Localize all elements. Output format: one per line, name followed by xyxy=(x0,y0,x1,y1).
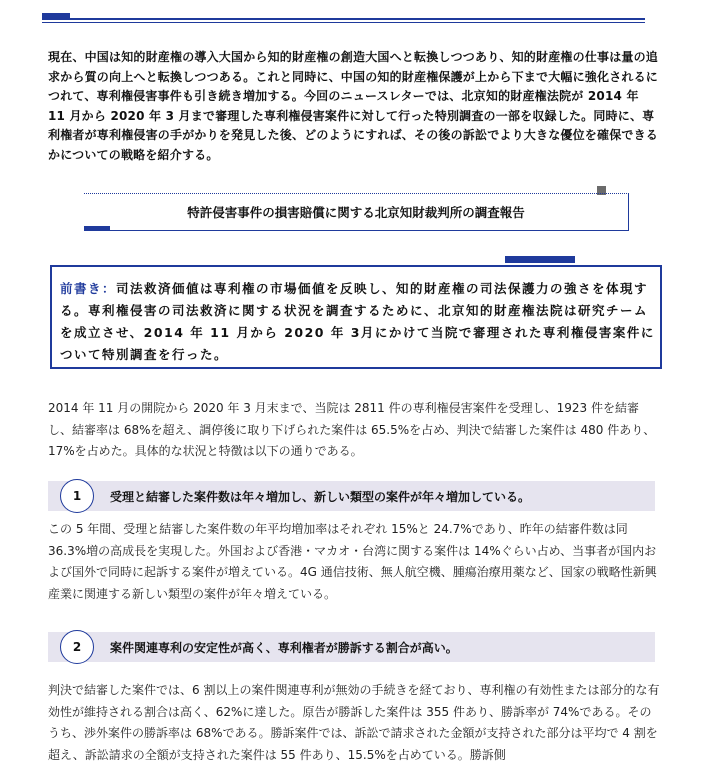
preface-label: 前書き： xyxy=(60,281,117,296)
report-title-box xyxy=(84,193,629,231)
header-rule xyxy=(42,18,645,23)
section-heading-1 xyxy=(48,481,655,511)
section-heading-2 xyxy=(48,632,655,662)
body-paragraph-1: 2014 年 11 月の開院から 2020 年 3 月末まで、当院は 2811 件の専利権侵害案件を受理し、1923 件を結審し、結審率は 68%を超え、調停後に取り下げられた案件は 65.5%を占め、判決で結審した案件は 480 件あり、17%を占めた。具体的な状況と特徴は以下の通りである。 xyxy=(48,401,656,458)
title-accent-bar xyxy=(84,226,110,230)
preface-body: 司法救済価値は専利権の市場価値を反映し、知的財産権の司法保護力の強さを体現する。専利権侵害の司法救済に関する状況を調査するために、北京知的財産権法院は研究チームを成立させ、2014 年 11 月から 2020 年 3月にかけて当院で審理された専利権侵害案件について特別調査を行った。 xyxy=(60,281,655,362)
section-title: 受理と結審した案件数は年々増加し、新しい類型の案件が年々増加している。 xyxy=(110,490,531,504)
preface xyxy=(60,278,658,366)
body-paragraph-2: この 5 年間、受理と結審した案件数の年平均増加率はそれぞれ 15%と 24.7%であり、昨年の結審件数は同 36.3%増の高成長を実現した。外国および香港・マカオ・台湾に関する案件は 14%ぐらい占め、当事者が国内および国外で同時に起訴する案件が増えている。4G 通信技術、無人航空機、腫瘍治療用薬など、国家の戦略性新興産業に関連する新しい類型の案件が年々増えている。 xyxy=(48,522,657,601)
section-number-badge: 2 xyxy=(60,630,94,664)
preface-accent-bar xyxy=(505,256,575,263)
section-number-badge: 1 xyxy=(60,479,94,513)
intro-paragraph: 現在、中国は知的財産権の導入大国から知的財産権の創造大国へと転換しつつあり、知的財産権の仕事は量の追求から質の向上へと転換しつつある。これと同時に、中国の知的財産権保護が上から下まで大幅に強化されるにつれて、専利権侵害事件も引き続き増加する。今回のニュースレターでは、北京知的財産権法院が 2014 年 11 月から 2020 年 3 月まで審理した専利権侵害案件に対して行った特別調査の一部を収録した。同時に、専利権者が専利権侵害の手がかりを発見した後、どのようにすれば、その後の訴訟でより大きな優位を確保できるかについての戦略を紹介する。 xyxy=(48,50,659,162)
report-title: 特許侵害事件の損害賠償に関する北京知財裁判所の調査報告 xyxy=(187,205,525,220)
body-paragraph-3: 判決で結審した案件では、6 割以上の案件関連専利が無効の手続きを経ており、専利権の有効性または部分的な有効性が維持される割合は高く、62%に達した。原告が勝訴した案件は 355 件あり、勝訴率が 74%である。そのうち、渉外案件の勝訴率は 68%である。勝訴案件では、訴訟で請求された金額が支持された部分は平均で 4 割を超え、訴訟請求の全額が支持された案件は 55 件あり、15.5%を占めている。勝訴側 xyxy=(48,683,660,762)
section-title: 案件関連専利の安定性が高く、専利権者が勝訴する割合が高い。 xyxy=(110,641,458,655)
